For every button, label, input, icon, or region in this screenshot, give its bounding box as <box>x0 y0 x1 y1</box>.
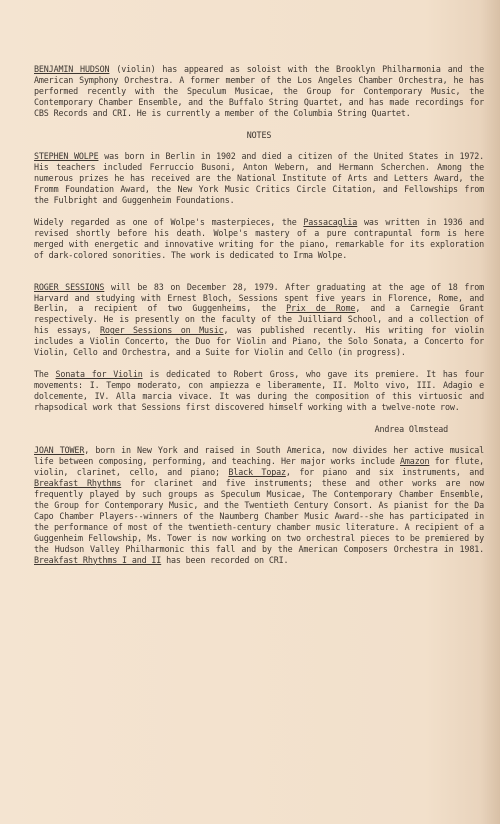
author-signature: Andrea Olmstead <box>374 423 448 434</box>
bio-wolpe <box>34 151 484 206</box>
note-wolpe-text-b: was written in 1936 and revised shortly before his death. Wolpe's mastery of a pure contrapuntal form is here merged with energetic and innovative writing for the piano, remarkable for its exploration of dark-colored sonorities. The work is dedicated to Irma Wolpe. <box>34 216 484 260</box>
bio-sessions-text-b: , and a Carnegie Grant respectively. He is presently on the faculty of the Juilliard School, and a collection of his essays, <box>34 303 484 336</box>
bio-tower-text-b: for flute, violin, clarinet, cello, and piano; <box>34 456 484 478</box>
title-breakfast-rhythms-i-ii: Breakfast Rhythms I and II <box>34 554 162 565</box>
note-wolpe-text-a: Widely regarded as one of Wolpe's masterpieces, the <box>34 216 304 227</box>
bio-tower-text-c: , for piano and six instruments, and <box>285 467 484 478</box>
text-column <box>34 64 484 576</box>
bio-hudson-text: (violin) has appeared as soloist with the Brooklyn Philharmonia and the American Symphony Orchestra. A former member of the Los Angeles Chamber Orchestra, he has performed recently with the Speculum Musicae, the Group for Contemporary Music, the Contemporary Chamber Ensemble, and the Buffalo String Quartet, and has made recordings for CBS Records and CRI. He is currently a member of the Columbia String Quartet. <box>34 64 484 118</box>
notes-heading: NOTES <box>246 129 272 140</box>
bio-sessions <box>34 282 484 358</box>
title-sessions-on-music: Roger Sessions on Music <box>100 325 224 336</box>
bio-tower <box>34 445 484 565</box>
note-sessions-text-a: The <box>34 368 56 379</box>
note-sessions-sonata <box>34 369 484 413</box>
name-sessions: ROGER SESSIONS <box>34 281 105 292</box>
section-gap <box>34 272 484 282</box>
bio-wolpe-text: was born in Berlin in 1902 and died a citizen of the United States in 1972. His teachers included Ferruccio Busoni, Anton Webern, and Hermann Scherchen. Among the numerous prizes he has received are the National Institute of Arts and Letters Award, the Fromm Foundation Award, the New York Music Critics Circle Citation, and Fellowships from the Fulbright and Guggenheim Foundations. <box>34 151 484 206</box>
note-sessions-text-b: is dedicated to Robert Gross, who gave its premiere. It has four movements: I. Tempo moderato, con ampiezza e liberamente, II. Molto vivo, III. Adagio e dolcemente, IV. Alla marcia vivace. It was during the composition of this virtuosic and rhapsodical work that Sessions first discovered himself working with a twelve-note row. <box>34 368 485 412</box>
name-hudson: BENJAMIN HUDSON <box>34 64 110 74</box>
bio-hudson <box>34 64 484 119</box>
note-wolpe-passacaglia <box>34 217 484 261</box>
title-black-topaz: Black Topaz <box>228 467 286 478</box>
title-breakfast-rhythms: Breakfast Rhythms <box>34 478 122 489</box>
bio-sessions-text-a: will be 83 on December 28, 1979. After graduating at the age of 18 from Harvard and studying with Ernest Bloch, Sessions spent five years in Florence, Rome, and Berlin, a recipient of two Guggenheims, the <box>34 281 484 314</box>
bio-tower-text-e: has been recorded on CRI. <box>161 554 289 565</box>
bio-sessions-text-c: , was published recently. His writing for violin includes a Violin Concerto, the Duo for Violin and Piano, the Solo Sonata, a Concerto for Violin, Cello and Orchestra, and a Suite for Violin and Cello (in progress). <box>34 325 484 358</box>
name-wolpe: STEPHEN WOLPE <box>34 151 99 162</box>
bio-tower-text-d: for clarinet and five instruments; these and other works are now frequently played by such groups as Speculum Musicae, The Contemporary Chamber Ensemble, the Group for Contemporary Music, and the Twentieth Century Consort. As pianist for the Da Capo Chamber Players--winners of the Naumberg Chamber Music Award--she has participated in the performance of most of the twentieth-century chamber music literature. A recipient of a Guggenheim Fellowship, Ms. Tower is now working on two orchestral pieces to be premiered by the Hudson Valley Philharmonic this fall and by the American Composers Orchestra in 1981. <box>34 478 485 554</box>
title-passacaglia: Passacaglia <box>303 216 358 227</box>
bio-tower-text-a: , born in New York and raised in South America, now divides her active musical life between composing, performing, and teaching. Her major works include <box>34 445 485 467</box>
title-amazon: Amazon <box>400 456 430 467</box>
title-sonata-for-violin: Sonata for Violin <box>55 368 143 379</box>
title-prix-de-rome: Prix de Rome <box>286 303 356 314</box>
name-tower: JOAN TOWER <box>34 445 85 456</box>
